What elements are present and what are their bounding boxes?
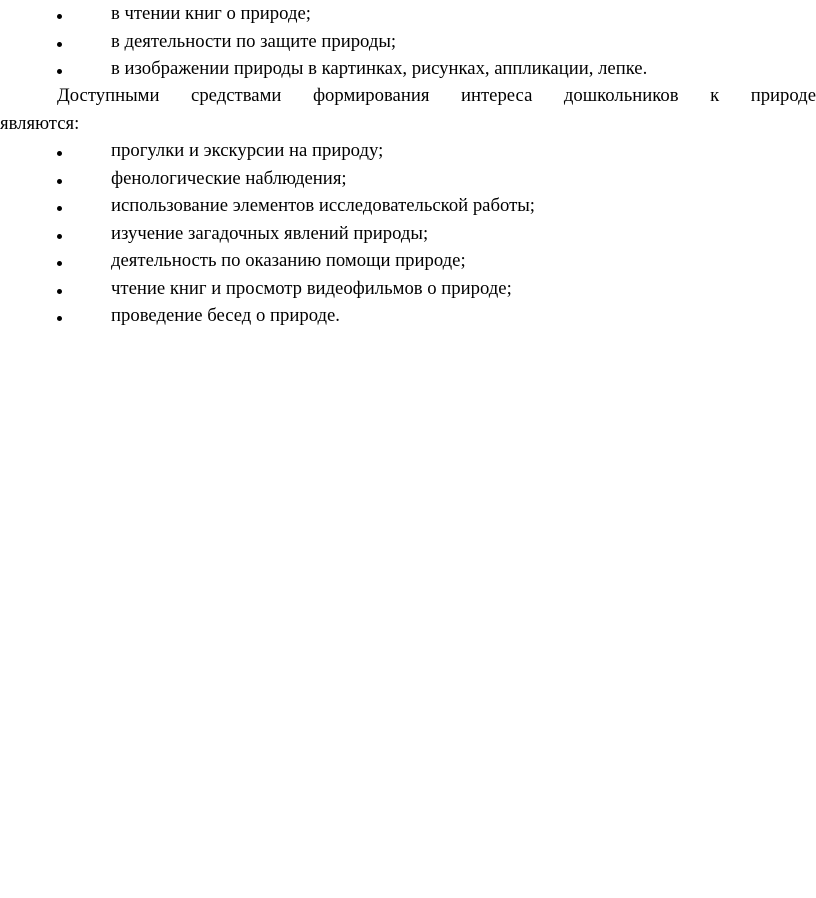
- bullet-list-top: [0, 0, 816, 83]
- list-item-text: в деятельности по защите природы;: [111, 30, 397, 52]
- list-item: [0, 137, 816, 165]
- bullet-icon: [57, 137, 67, 165]
- bullet-list-bottom: [0, 137, 816, 330]
- list-item: [0, 28, 816, 56]
- list-item: [0, 302, 816, 330]
- bullet-icon: [57, 220, 67, 248]
- list-item-text: чтение книг и просмотр видеофильмов о природе;: [111, 277, 512, 299]
- bullet-icon: [57, 192, 67, 220]
- list-item: [0, 165, 816, 193]
- list-item: [0, 275, 816, 303]
- list-item: [0, 0, 816, 28]
- paragraph-line: Доступными средствами формирования интереса дошкольников к природе: [57, 85, 816, 106]
- list-item-text: в изображении природы в картинках, рисунках, аппликации, лепке.: [111, 58, 648, 79]
- list-item: [0, 220, 816, 248]
- list-item-text: изучение загадочных явлений природы;: [111, 222, 429, 244]
- list-item-text: проведение бесед о природе.: [111, 305, 340, 326]
- bullet-icon: [57, 28, 67, 56]
- bullet-icon: [57, 275, 67, 303]
- list-item: [0, 192, 816, 220]
- bullet-icon: [57, 247, 67, 275]
- bullet-icon: [57, 55, 67, 83]
- list-item-text: использование элементов исследовательской работы;: [111, 195, 535, 216]
- list-item-text: в чтении книг о природе;: [111, 3, 311, 24]
- bullet-icon: [57, 165, 67, 193]
- bullet-icon: [57, 302, 67, 330]
- list-item-text: прогулки и экскурсии на природу;: [111, 140, 384, 161]
- paragraph-line: являются:: [0, 112, 80, 134]
- paragraph: [0, 82, 816, 137]
- list-item-text: фенологические наблюдения;: [111, 167, 347, 189]
- list-item: [0, 55, 816, 83]
- list-item: [0, 247, 816, 275]
- list-item-text: деятельность по оказанию помощи природе;: [111, 250, 466, 271]
- bullet-icon: [57, 0, 67, 28]
